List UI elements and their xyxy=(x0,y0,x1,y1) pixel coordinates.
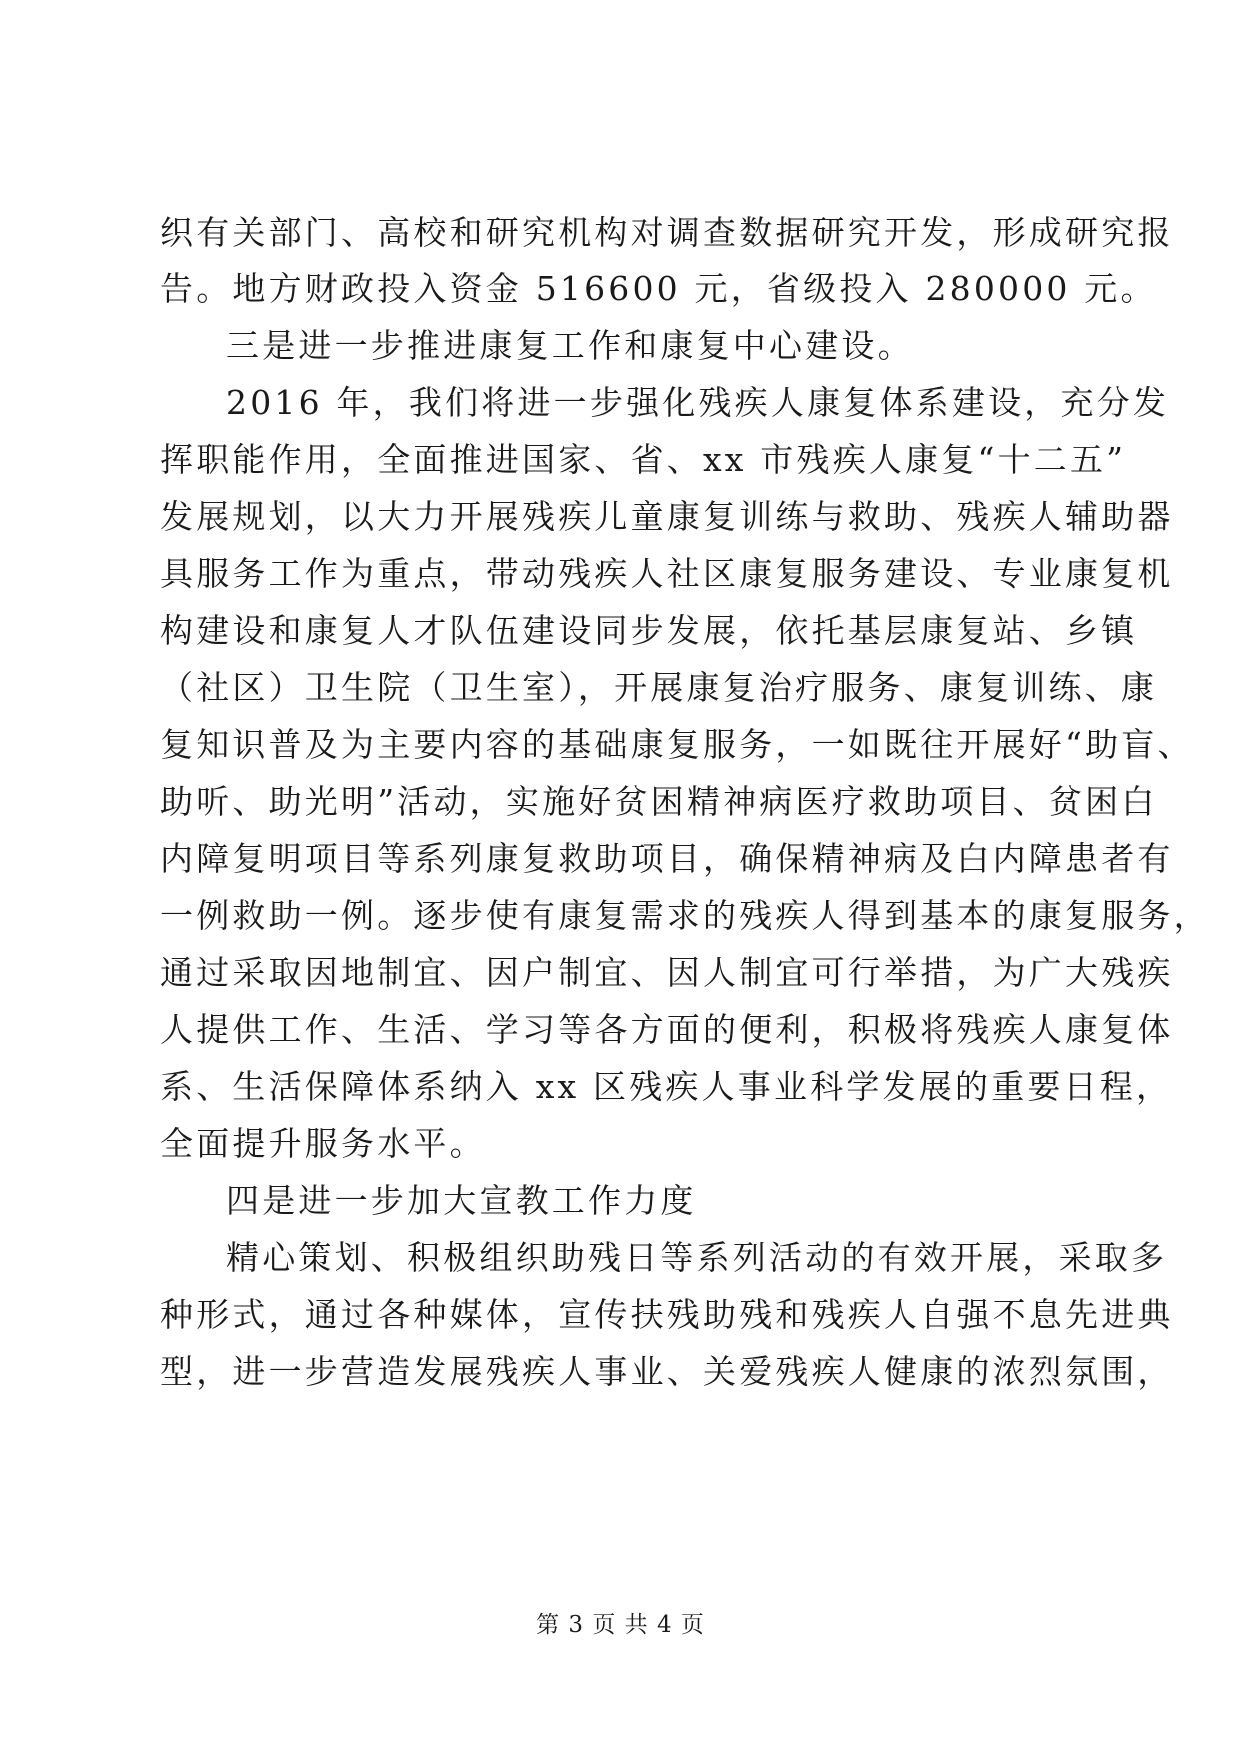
text-line: 织有关部门、高校和研究机构对调查数据研究开发，形成研究报 xyxy=(160,213,1174,252)
text-line: 发展规划，以大力开展残疾儿童康复训练与救助、残疾人辅助器 xyxy=(160,497,1174,536)
section-heading: 四是进一步加大宣教工作力度 xyxy=(226,1181,697,1220)
text-line: 通过采取因地制宜、因户制宜、因人制宜可行举措，为广大残疾 xyxy=(160,953,1174,992)
text-line: 种形式，通过各种媒体，宣传扶残助残和残疾人自强不息先进典 xyxy=(160,1295,1174,1334)
text-line: 一例救助一例。逐步使有康复需求的残疾人得到基本的康复服务， xyxy=(160,896,1210,935)
text-line: 构建设和康复人才队伍建设同步发展，依托基层康复站、乡镇 xyxy=(160,611,1138,650)
text-line: 告。地方财政投入资金 516600 元，省级投入 280000 元。 xyxy=(160,269,1157,308)
page-number-footer: 第 3 页 共 4 页 xyxy=(536,1612,705,1638)
text-line: 具服务工作为重点，带动残疾人社区康复服务建设、专业康复机 xyxy=(160,554,1174,593)
text-line: （社区）卫生院（卫生室），开展康复治疗服务、康复训练、康 xyxy=(160,668,1158,707)
text-line: 复知识普及为主要内容的基础康复服务，一如既往开展好“助盲、 xyxy=(160,725,1194,764)
text-line: 精心策划、积极组织助残日等系列活动的有效开展，采取多 xyxy=(226,1238,1168,1277)
text-line: 型，进一步营造发展残疾人事业、关爱残疾人健康的浓烈氛围， xyxy=(160,1352,1174,1391)
text-line: 系、生活保障体系纳入 xx 区残疾人事业科学发展的重要日程， xyxy=(160,1067,1173,1106)
text-line: 全面提升服务水平。 xyxy=(160,1124,486,1163)
section-heading: 三是进一步推进康复工作和康复中心建设。 xyxy=(226,326,914,365)
text-line: 助听、助光明”活动，实施好贫困精神病医疗救助项目、贫困白 xyxy=(160,782,1158,821)
text-line: 2016 年，我们将进一步强化残疾人康复体系建设，充分发 xyxy=(226,383,1170,422)
text-line: 人提供工作、生活、学习等各方面的便利，积极将残疾人康复体 xyxy=(160,1010,1174,1049)
text-line: 挥职能作用，全面推进国家、省、xx 市残疾人康复“十二五” xyxy=(160,440,1127,479)
text-line: 内障复明项目等系列康复救助项目，确保精神病及白内障患者有 xyxy=(160,839,1174,878)
